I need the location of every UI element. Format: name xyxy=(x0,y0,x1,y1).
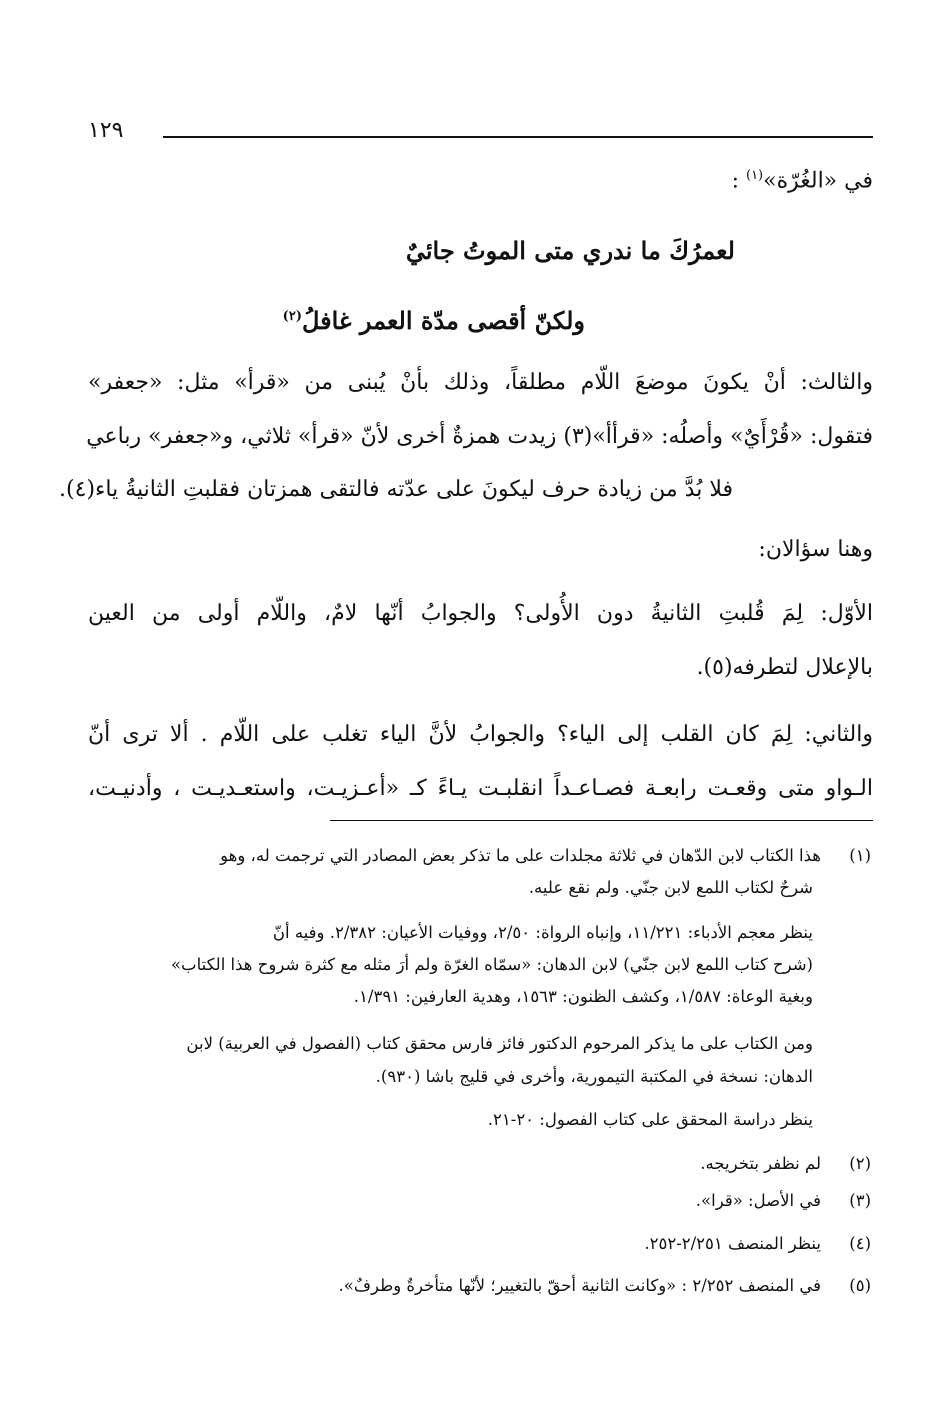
q1-line-1: الأوّل: لِمَ قُلبتِ الثانيةُ دون الأُولى؟ والجوابُ أنّها لامٌ، واللّام أولى من العين xyxy=(88,601,873,626)
intro-tail: : xyxy=(731,168,746,194)
footnote-1-line-8: ينظر دراسة المحقق على كتاب الفصول: ٢٠-٢١. xyxy=(487,1110,813,1129)
header-rule xyxy=(163,136,873,138)
footnote-rule xyxy=(330,820,873,821)
footnote-5-text: في المنصف ٢/٢٥٢ : «وكانت الثانية أحقّ بالتغيير؛ لأنّها متأخرةٌ وطرفٌ». xyxy=(338,1276,821,1295)
q2-line-2: الـواو متى وقعـت رابعـة فصـاعـداً انقلبـت يـاءً كـ «أعـزيـت، واستعـديـت ، وأدنيـت، xyxy=(88,776,873,801)
footnote-1-line-1 xyxy=(78,846,871,865)
footnote-2-number: (٢) xyxy=(849,1154,871,1173)
footnote-1-line-2: شرحٌ لكتاب اللمع لابن جنّي. ولم نقع عليه. xyxy=(528,878,813,897)
footnote-1-line-5: وبغية الوعاة: ١/٥٨٧، وكشف الظنون: ١٥٦٣، وهدية العارفين: ١/٣٩١. xyxy=(353,987,813,1006)
footnote-1-line-4: (شرح كتاب اللمع لابن جنّي) لابن الدهان: «سمّاه الغرّة ولم أرَ مثله مع كثرة شروح هذا الكتاب» xyxy=(170,955,813,974)
footnote-2 xyxy=(78,1154,871,1173)
intro-text: في «الغُرّة» xyxy=(763,168,873,194)
para-1-line-1: والثالث: أنْ يكونَ موضعَ اللّام مطلقاً، وذلك بأنْ يُبنى من «قرأ» مثل: «جعفر» xyxy=(88,370,873,395)
footnote-2-text: لم نظفر بتخريجه. xyxy=(700,1154,821,1173)
verse-line-2 xyxy=(283,306,585,335)
footnote-1-line-3: ينظر معجم الأدباء: ١١/٢٢١، وإنباه الرواة: ٢/٥٠، ووفيات الأعيان: ٢/٣٨٢. وفيه أنّ xyxy=(272,923,813,942)
para-1-line-2: فتقول: «قُرْأَيٌ» وأصلُه: «قرأأ»(٣) زيدت همزةٌ أخرى لأنّ «قرأ» ثلاثي، و«جعفر» رباعي xyxy=(86,424,873,449)
footnote-5-number: (٥) xyxy=(849,1276,871,1295)
footnote-ref-2: (٢) xyxy=(282,309,302,324)
footnote-4-number: (٤) xyxy=(849,1234,871,1253)
questions-intro: وهنا سؤالان: xyxy=(758,537,873,562)
footnote-5 xyxy=(78,1276,871,1295)
footnote-3-number: (٣) xyxy=(849,1191,871,1210)
verse-2-text: ولكنّ أقصى مدّة العمر غافلُ xyxy=(301,306,585,335)
q2-line-1: والثاني: لِمَ كان القلب إلى الياء؟ والجوابُ لأنَّ الياء تغلب على اللّام . ألا ترى أنّ xyxy=(88,722,873,747)
q1-line-2: بالإعلال لتطرفه(٥). xyxy=(696,655,873,680)
footnote-4 xyxy=(78,1234,871,1253)
para-1-line-3: فلا بُدَّ من زيادة حرف ليكونَ على عدّته فالتقى همزتان فقلبتِ الثانيةُ ياء(٤). xyxy=(59,477,733,502)
verse-line-1: لعمرُكَ ما ندري متى الموتُ جائيٌ xyxy=(405,236,735,265)
footnote-3-text: في الأصل: «قرا». xyxy=(695,1191,821,1210)
footnote-1-text-1: هذا الكتاب لابن الدّهان في ثلاثة مجلدات على ما تذكر بعض المصادر التي ترجمت له، وهو xyxy=(220,846,821,865)
footnote-1-line-6: ومن الكتاب على ما يذكر المرحوم الدكتور فائز فارس محقق كتاب (الفصول في العربية) لابن xyxy=(186,1034,813,1053)
intro-line xyxy=(88,168,873,193)
footnote-1-line-7: الدهان: نسخة في المكتبة التيمورية، وأخرى في قليج باشا (٩٣٠). xyxy=(375,1067,813,1086)
footnote-1-number: (١) xyxy=(849,846,871,865)
footnote-3 xyxy=(78,1191,871,1210)
page-number: ١٢٩ xyxy=(88,118,124,143)
footnote-4-text: ينظر المنصف ٢/٢٥١-٢٥٢. xyxy=(644,1234,821,1253)
footnote-ref-1: (١) xyxy=(745,168,764,183)
